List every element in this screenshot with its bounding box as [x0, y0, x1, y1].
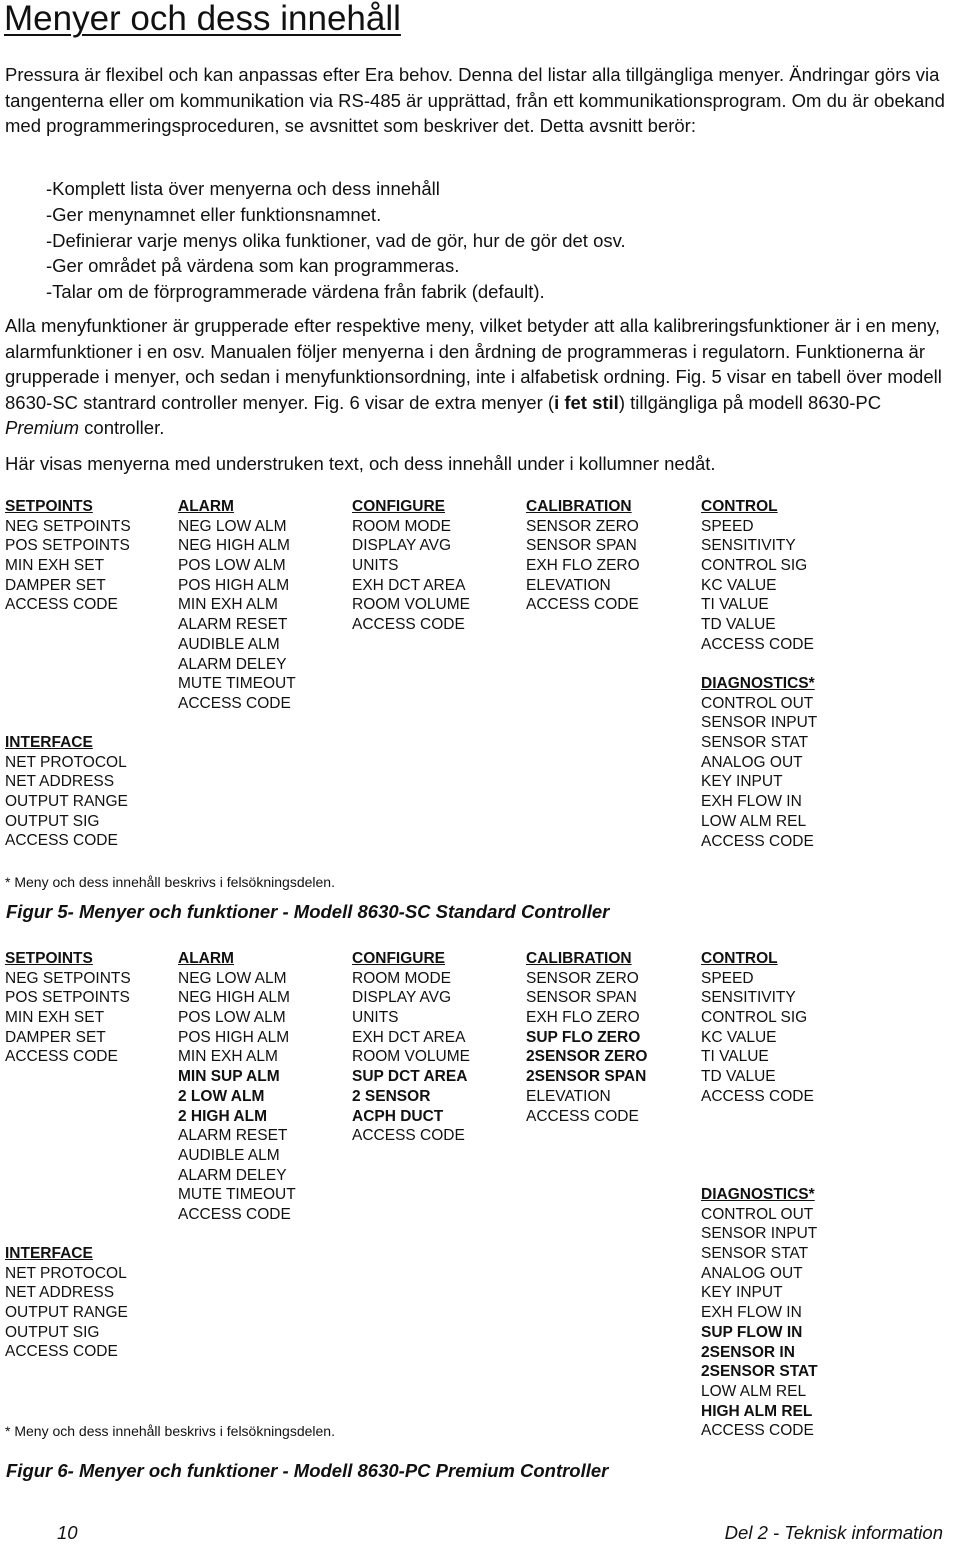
menu-item: AUDIBLE ALM: [178, 635, 280, 653]
menu-item: OUTPUT SIG: [5, 812, 100, 830]
list-item: -Talar om de förprogrammerade värdena från fabrik (default).: [46, 281, 545, 303]
menu-item: ACCESS CODE: [701, 1087, 814, 1105]
menu-item: MIN EXH SET: [5, 557, 105, 575]
para-text: ) tillgängliga på modell 8630-PC: [618, 391, 882, 413]
menu-item: ELEVATION: [526, 1087, 611, 1105]
menu-item: ANALOG OUT: [701, 753, 803, 771]
menu-header: DIAGNOSTICS*: [701, 675, 815, 692]
menu-header: CALIBRATION: [526, 498, 632, 515]
menu-item: ALARM RESET: [178, 616, 288, 634]
menu-item: ELEVATION: [526, 576, 611, 594]
menu-item: EXH FLO ZERO: [526, 557, 640, 575]
menu-item: KC VALUE: [701, 1028, 777, 1046]
menu-item: ROOM VOLUME: [352, 596, 470, 614]
menu-item-premium: HIGH ALM REL: [701, 1402, 813, 1420]
para-text: controller.: [79, 417, 165, 438]
menu-item: OUTPUT RANGE: [5, 793, 128, 811]
para-italic-text: Premium: [5, 417, 80, 438]
menu-item: ROOM MODE: [352, 969, 452, 987]
menu-item: MIN EXH SET: [5, 1009, 105, 1027]
fig5-alarm-column: [178, 497, 296, 714]
menu-item: SPEED: [701, 517, 754, 535]
menu-item: ACCESS CODE: [701, 832, 814, 850]
list-item: -Definierar varje menys olika funktioner, vad de gör, hur de gör det osv.: [46, 229, 626, 251]
menu-item: ACCESS CODE: [701, 635, 814, 653]
menu-item: ACCESS CODE: [701, 1422, 814, 1440]
menu-item: CONTROL SIG: [701, 1009, 808, 1027]
menu-header: CONTROL: [701, 498, 778, 515]
menu-header: SETPOINTS: [5, 498, 93, 515]
menu-header: DIAGNOSTICS*: [701, 1186, 815, 1203]
menu-item: NEG SETPOINTS: [5, 969, 131, 987]
page-number: 10: [57, 1522, 78, 1543]
fig6-calibration-column: [526, 949, 647, 1126]
para-bold-text: i fet stil: [554, 391, 619, 413]
menu-header: CALIBRATION: [526, 950, 632, 967]
menu-item: NEG HIGH ALM: [178, 537, 290, 555]
menu-item: KEY INPUT: [701, 773, 783, 791]
menu-item: EXH FLO ZERO: [526, 1009, 640, 1027]
menu-item: ACCESS CODE: [352, 616, 465, 634]
fig5-configure-column: [352, 497, 470, 635]
menu-explanation: Här visas menyerna med understruken text, och dess innehåll under i kollumner nedåt.: [5, 453, 716, 474]
menu-item: ANALOG OUT: [701, 1264, 803, 1282]
menu-item: ACCESS CODE: [178, 1205, 291, 1223]
menu-item-premium: SUP FLOW IN: [701, 1323, 803, 1341]
list-item: -Ger området på värdena som kan programmeras.: [46, 255, 460, 277]
fig5-setpoints-column: [5, 497, 131, 615]
menu-header: INTERFACE: [5, 1245, 93, 1262]
menu-item: OUTPUT SIG: [5, 1323, 100, 1341]
menu-item: POS SETPOINTS: [5, 989, 130, 1007]
intro-paragraph: [5, 62, 955, 139]
menu-item: TD VALUE: [701, 616, 776, 634]
menu-item-premium: ACPH DUCT: [352, 1107, 444, 1125]
section-footer: Del 2 - Teknisk information: [724, 1522, 943, 1543]
menu-item: ALARM DELEY: [178, 1166, 287, 1184]
menu-item-premium: SUP DCT AREA: [352, 1068, 468, 1086]
menu-item: MIN EXH ALM: [178, 596, 278, 614]
fig5-control-column: [701, 497, 814, 655]
menu-item: NET PROTOCOL: [5, 753, 127, 771]
fig6-control-column: [701, 949, 814, 1107]
menu-item: SENSITIVITY: [701, 537, 796, 555]
menu-header: ALARM: [178, 498, 234, 515]
menu-item: MIN EXH ALM: [178, 1048, 278, 1066]
menu-header: CONFIGURE: [352, 498, 445, 515]
menu-item: DAMPER SET: [5, 1028, 106, 1046]
menu-item-premium: 2SENSOR SPAN: [526, 1068, 647, 1086]
menu-item: SENSOR STAT: [701, 1245, 809, 1263]
menu-item: ALARM DELEY: [178, 655, 287, 673]
fig6-configure-column: [352, 949, 470, 1146]
grouping-paragraph: [5, 313, 960, 441]
menu-item: ACCESS CODE: [5, 1343, 118, 1361]
menu-item: EXH FLOW IN: [701, 793, 802, 811]
menu-item: SENSOR SPAN: [526, 537, 637, 555]
menu-header: ALARM: [178, 950, 234, 967]
menu-item: CONTROL OUT: [701, 694, 814, 712]
menu-item: UNITS: [352, 557, 399, 575]
menu-item: ACCESS CODE: [352, 1127, 465, 1145]
menu-item: NEG LOW ALM: [178, 517, 287, 535]
topic-list: [46, 176, 626, 305]
menu-item: MUTE TIMEOUT: [178, 1186, 296, 1204]
menu-header: INTERFACE: [5, 734, 93, 751]
menu-item: KEY INPUT: [701, 1284, 783, 1302]
menu-item: ROOM MODE: [352, 517, 452, 535]
menu-item: ACCESS CODE: [526, 1107, 639, 1125]
fig6-caption: Figur 6- Menyer och funktioner - Modell 8630-PC Premium Controller: [6, 1460, 609, 1481]
menu-item: SENSITIVITY: [701, 989, 796, 1007]
menu-item: NEG HIGH ALM: [178, 989, 290, 1007]
menu-header: SETPOINTS: [5, 950, 93, 967]
menu-item: ALARM RESET: [178, 1127, 288, 1145]
menu-item: SENSOR STAT: [701, 734, 809, 752]
menu-item: ACCESS CODE: [526, 596, 639, 614]
menu-item: ACCESS CODE: [5, 1048, 118, 1066]
fig5-interface-column: [5, 733, 128, 851]
menu-item: SENSOR ZERO: [526, 969, 639, 987]
menu-item: NET PROTOCOL: [5, 1264, 127, 1282]
menu-item: AUDIBLE ALM: [178, 1146, 280, 1164]
menu-item: POS HIGH ALM: [178, 576, 290, 594]
menu-item: ACCESS CODE: [5, 832, 118, 850]
fig6-diagnostics-column: [701, 1185, 818, 1441]
menu-item: EXH FLOW IN: [701, 1304, 802, 1322]
menu-item: POS HIGH ALM: [178, 1028, 290, 1046]
menu-header: CONTROL: [701, 950, 778, 967]
menu-item: POS LOW ALM: [178, 557, 286, 575]
menu-item: ACCESS CODE: [5, 596, 118, 614]
fig5-footnote: * Meny och dess innehåll beskrivs i felsökningsdelen.: [5, 874, 335, 890]
intro-text: Pressura är flexibel och kan anpassas efter Era behov. Denna del listar alla tillgängliga menyer. Ändringar görs via tangenterna eller om kommunikation via RS-485 är upprättad, från ett kommunikationsprogram. Om du är obekand med programmeringsproceduren, se avsnittet som beskriver det. Detta avsnitt berör:: [5, 64, 945, 136]
menu-item-premium: SUP FLO ZERO: [526, 1028, 641, 1046]
menu-item-premium: 2 HIGH ALM: [178, 1107, 267, 1125]
menu-item-premium: 2 LOW ALM: [178, 1087, 265, 1105]
menu-item: NEG SETPOINTS: [5, 517, 131, 535]
menu-item: LOW ALM REL: [701, 812, 807, 830]
menu-item-premium: MIN SUP ALM: [178, 1068, 280, 1086]
menu-item: DISPLAY AVG: [352, 989, 452, 1007]
menu-item: UNITS: [352, 1009, 399, 1027]
menu-header: CONFIGURE: [352, 950, 445, 967]
menu-item: TI VALUE: [701, 1048, 769, 1066]
menu-item: SENSOR ZERO: [526, 517, 639, 535]
menu-item: SENSOR INPUT: [701, 1225, 818, 1243]
menu-item: POS SETPOINTS: [5, 537, 130, 555]
menu-item: OUTPUT RANGE: [5, 1304, 128, 1322]
fig5-diagnostics-column: [701, 674, 817, 851]
page-title: Menyer och dess innehåll: [4, 0, 401, 38]
menu-item: TD VALUE: [701, 1068, 776, 1086]
menu-item-premium: 2SENSOR ZERO: [526, 1048, 648, 1066]
menu-item: NEG LOW ALM: [178, 969, 287, 987]
menu-item: LOW ALM REL: [701, 1382, 807, 1400]
menu-item: NET ADDRESS: [5, 773, 115, 791]
menu-item-premium: 2SENSOR STAT: [701, 1363, 818, 1381]
menu-item: KC VALUE: [701, 576, 777, 594]
menu-item: POS LOW ALM: [178, 1009, 286, 1027]
menu-item: SPEED: [701, 969, 754, 987]
fig5-calibration-column: [526, 497, 640, 615]
menu-item: TI VALUE: [701, 596, 769, 614]
menu-item: ACCESS CODE: [178, 694, 291, 712]
fig5-caption: Figur 5- Menyer och funktioner - Modell 8630-SC Standard Controller: [6, 901, 610, 922]
menu-item: DAMPER SET: [5, 576, 106, 594]
menu-item: DISPLAY AVG: [352, 537, 452, 555]
fig6-footnote: * Meny och dess innehåll beskrivs i felsökningsdelen.: [5, 1423, 335, 1439]
menu-item: CONTROL SIG: [701, 557, 808, 575]
list-item: -Ger menynamnet eller funktionsnamnet.: [46, 203, 382, 225]
fig6-interface-column: [5, 1244, 128, 1362]
para-text: Alla menyfunktioner är grupperade efter respektive meny, vilket betyder att alla kalibreringsfunktioner är i en meny, alarmfunktioner i en osv. Manualen följer menyerna i den årdning de programmeras i regulatorn. Funktionerna är grupperade i menyer, och sedan i menyfunktionsordning, inte i alfabetisk ordning. Fig. 5 visar en tabell över modell 8630-SC stantrard controller menyer. Fig. 6 visar de extra menyer (: [5, 315, 942, 413]
menu-item: ROOM VOLUME: [352, 1048, 470, 1066]
list-item: -Komplett lista över menyerna och dess innehåll: [46, 178, 440, 199]
menu-item: CONTROL OUT: [701, 1205, 814, 1223]
menu-item-premium: 2 SENSOR: [352, 1087, 431, 1105]
menu-item-premium: 2SENSOR IN: [701, 1343, 795, 1361]
menu-item: SENSOR INPUT: [701, 714, 818, 732]
menu-item: EXH DCT AREA: [352, 1028, 466, 1046]
menu-item: NET ADDRESS: [5, 1284, 115, 1302]
fig6-setpoints-column: [5, 949, 131, 1067]
menu-item: SENSOR SPAN: [526, 989, 637, 1007]
fig6-alarm-column: [178, 949, 296, 1225]
menu-item: EXH DCT AREA: [352, 576, 466, 594]
menu-item: MUTE TIMEOUT: [178, 675, 296, 693]
